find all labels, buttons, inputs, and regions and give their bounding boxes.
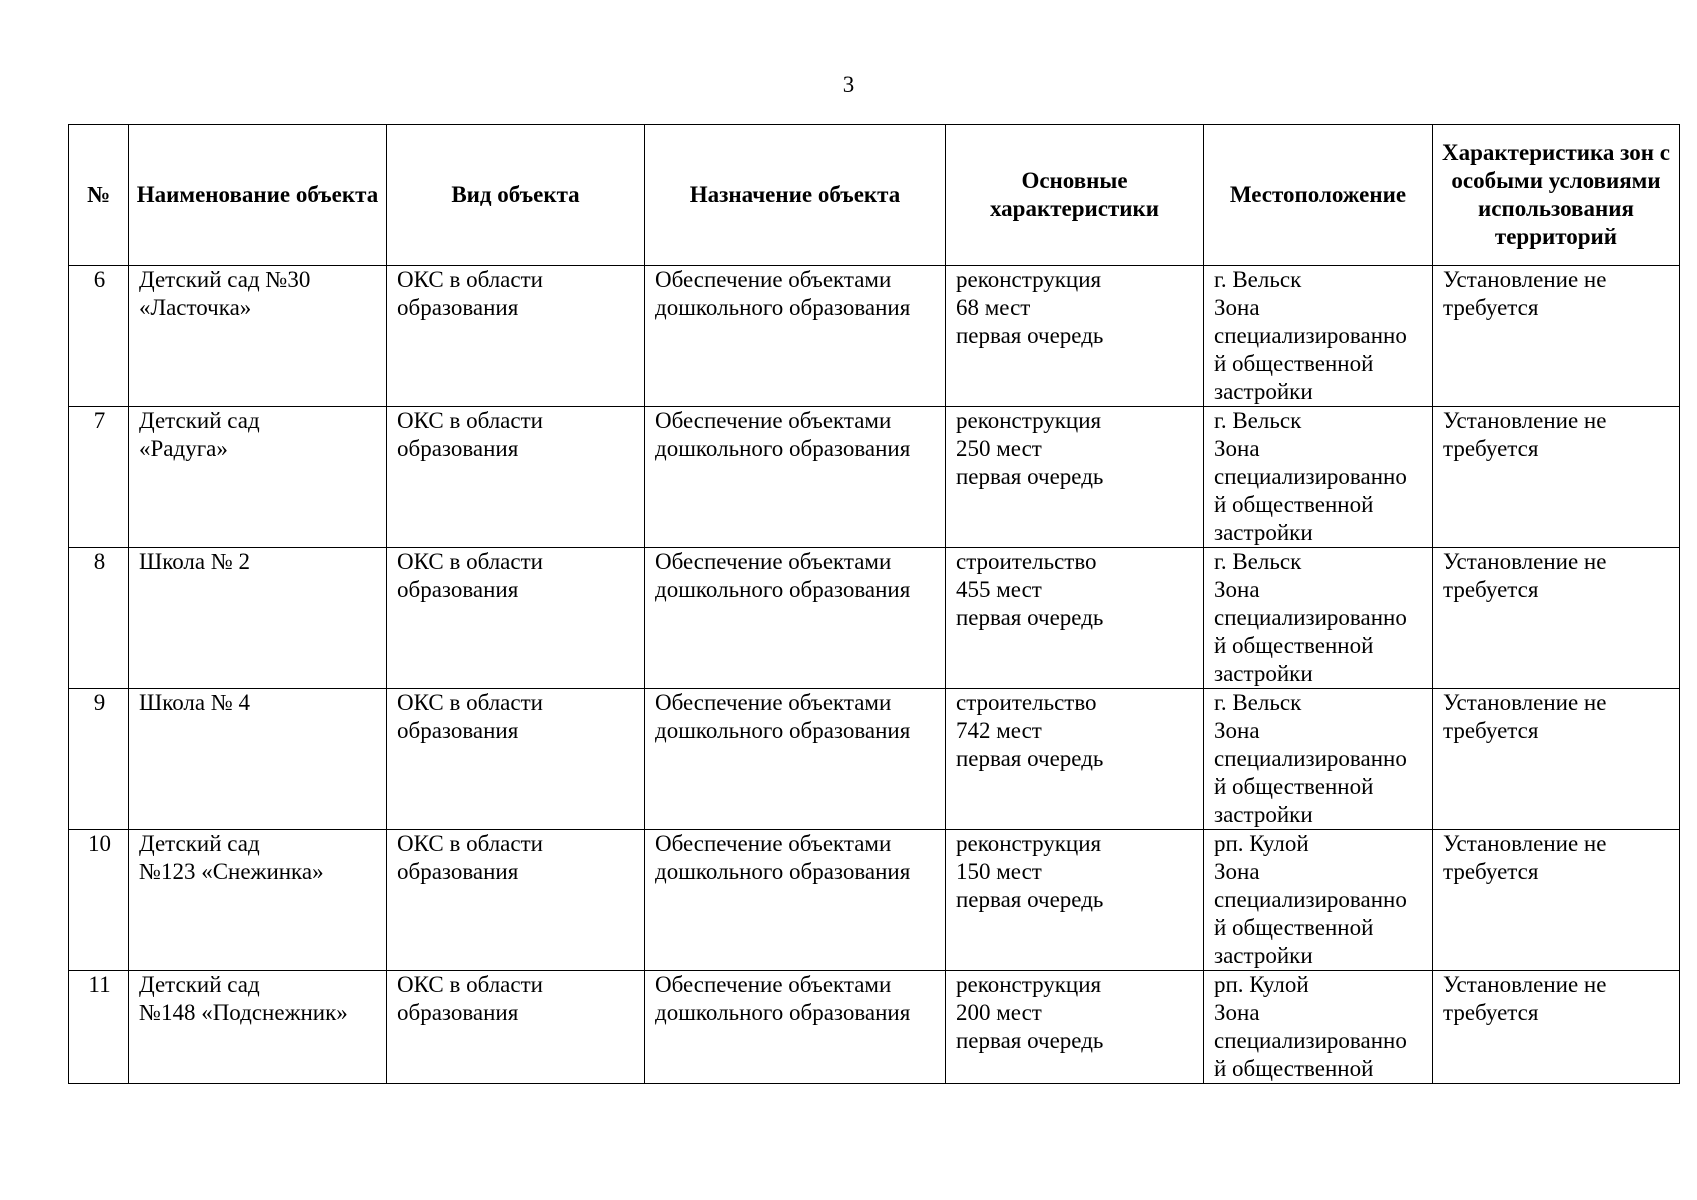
cell-location-line: застройки	[1214, 943, 1313, 968]
objects-table	[68, 124, 1680, 1084]
cell-zone-characteristics	[1433, 266, 1680, 407]
cell-main-characteristics-line: реконструкция	[956, 267, 1102, 292]
cell-object-type-line: ОКС в области	[397, 972, 543, 997]
cell-object-name-line: №123 «Снежинка»	[139, 859, 324, 884]
cell-location-line: г. Вельск	[1214, 267, 1302, 292]
cell-zone-characteristics-line: Установление не	[1443, 408, 1607, 433]
cell-object-purpose-line: Обеспечение объектами	[655, 690, 892, 715]
cell-location-line: й общественной	[1214, 633, 1374, 658]
cell-object-purpose-line: Обеспечение объектами	[655, 549, 892, 574]
cell-location-line: застройки	[1214, 520, 1313, 545]
cell-location-line: специализированно	[1214, 1028, 1407, 1053]
cell-main-characteristics-line: первая очередь	[956, 746, 1104, 771]
cell-object-type-line: ОКС в области	[397, 549, 543, 574]
cell-object-type	[387, 266, 645, 407]
cell-object-purpose-line: дошкольного образования	[655, 577, 911, 602]
cell-location-line: Зона	[1214, 718, 1260, 743]
cell-object-name	[129, 971, 387, 1084]
cell-location	[1204, 266, 1433, 407]
cell-location-line: специализированно	[1214, 323, 1407, 348]
cell-object-type-line: образования	[397, 436, 519, 461]
cell-object-purpose	[645, 407, 946, 548]
cell-location-line: застройки	[1214, 661, 1313, 686]
cell-object-type-line: образования	[397, 577, 519, 602]
cell-zone-characteristics-line: Установление не	[1443, 267, 1607, 292]
header-row	[69, 125, 1680, 266]
cell-object-name	[129, 830, 387, 971]
cell-location	[1204, 407, 1433, 548]
table-body	[69, 266, 1680, 1084]
cell-object-name	[129, 548, 387, 689]
cell-location	[1204, 971, 1433, 1084]
cell-location-line: Зона	[1214, 859, 1260, 884]
table-header	[69, 125, 1680, 266]
cell-object-purpose	[645, 266, 946, 407]
table-row	[69, 266, 1680, 407]
cell-main-characteristics-line: 250 мест	[956, 436, 1042, 461]
cell-zone-characteristics-line: Установление не	[1443, 690, 1607, 715]
cell-location	[1204, 830, 1433, 971]
cell-object-purpose-line: Обеспечение объектами	[655, 267, 892, 292]
table-row	[69, 689, 1680, 830]
header-object-purpose: Назначение объекта	[645, 125, 946, 266]
cell-object-purpose	[645, 689, 946, 830]
cell-zone-characteristics	[1433, 971, 1680, 1084]
cell-object-name	[129, 689, 387, 830]
cell-main-characteristics-line: первая очередь	[956, 1028, 1104, 1053]
cell-location-line: специализированно	[1214, 746, 1407, 771]
cell-zone-characteristics-line: требуется	[1443, 436, 1539, 461]
cell-object-purpose-line: Обеспечение объектами	[655, 408, 892, 433]
cell-object-type-line: образования	[397, 295, 519, 320]
cell-location-line: Зона	[1214, 295, 1260, 320]
cell-number: 9	[69, 689, 129, 830]
cell-location-line: Зона	[1214, 436, 1260, 461]
cell-object-purpose-line: дошкольного образования	[655, 718, 911, 743]
cell-main-characteristics	[946, 830, 1204, 971]
cell-location-line: специализированно	[1214, 887, 1407, 912]
cell-object-name-line: Детский сад	[139, 831, 260, 856]
cell-main-characteristics-line: 455 мест	[956, 577, 1042, 602]
cell-number: 6	[69, 266, 129, 407]
cell-main-characteristics-line: 200 мест	[956, 1000, 1042, 1025]
cell-location-line: й общественной	[1214, 351, 1374, 376]
cell-object-name-line: Детский сад	[139, 408, 260, 433]
cell-object-name-line: Детский сад	[139, 972, 260, 997]
cell-location-line: г. Вельск	[1214, 690, 1302, 715]
cell-main-characteristics-line: реконструкция	[956, 408, 1102, 433]
cell-location	[1204, 548, 1433, 689]
cell-object-type	[387, 407, 645, 548]
cell-object-name	[129, 407, 387, 548]
cell-zone-characteristics-line: требуется	[1443, 295, 1539, 320]
cell-location	[1204, 689, 1433, 830]
cell-object-type	[387, 548, 645, 689]
table-row	[69, 830, 1680, 971]
cell-object-type	[387, 830, 645, 971]
cell-number: 7	[69, 407, 129, 548]
cell-location-line: й общественной	[1214, 492, 1374, 517]
cell-zone-characteristics-line: требуется	[1443, 859, 1539, 884]
cell-object-purpose-line: дошкольного образования	[655, 295, 911, 320]
cell-object-type-line: образования	[397, 718, 519, 743]
cell-object-name	[129, 266, 387, 407]
cell-location-line: специализированно	[1214, 605, 1407, 630]
cell-object-purpose	[645, 830, 946, 971]
header-object-name: Наименование объекта	[129, 125, 387, 266]
cell-number: 10	[69, 830, 129, 971]
cell-location-line: застройки	[1214, 379, 1313, 404]
cell-main-characteristics-line: первая очередь	[956, 464, 1104, 489]
cell-object-name-line: «Ласточка»	[139, 295, 252, 320]
cell-zone-characteristics	[1433, 548, 1680, 689]
cell-zone-characteristics-line: Установление не	[1443, 831, 1607, 856]
cell-object-type-line: образования	[397, 1000, 519, 1025]
cell-main-characteristics-line: первая очередь	[956, 323, 1104, 348]
cell-object-purpose	[645, 548, 946, 689]
cell-main-characteristics	[946, 971, 1204, 1084]
cell-number: 8	[69, 548, 129, 689]
cell-main-characteristics-line: 742 мест	[956, 718, 1042, 743]
cell-zone-characteristics	[1433, 407, 1680, 548]
cell-zone-characteristics	[1433, 830, 1680, 971]
cell-main-characteristics-line: реконструкция	[956, 831, 1102, 856]
cell-location-line: г. Вельск	[1214, 408, 1302, 433]
header-number: №	[69, 125, 129, 266]
table-row	[69, 971, 1680, 1084]
cell-main-characteristics-line: первая очередь	[956, 887, 1104, 912]
header-zone-characteristics: Характеристика зон с особыми условиями использования территорий	[1433, 125, 1680, 266]
cell-zone-characteristics	[1433, 689, 1680, 830]
page-number: 3	[842, 72, 855, 97]
cell-location-line: Зона	[1214, 577, 1260, 602]
cell-main-characteristics-line: строительство	[956, 549, 1097, 574]
cell-main-characteristics	[946, 548, 1204, 689]
cell-location-line: г. Вельск	[1214, 549, 1302, 574]
cell-object-name-line: «Радуга»	[139, 436, 228, 461]
cell-main-characteristics	[946, 407, 1204, 548]
cell-location-line: й общественной	[1214, 915, 1374, 940]
cell-object-name-line: Школа № 4	[139, 690, 251, 715]
cell-main-characteristics	[946, 689, 1204, 830]
cell-object-purpose-line: Обеспечение объектами	[655, 972, 892, 997]
cell-main-characteristics-line: строительство	[956, 690, 1097, 715]
cell-main-characteristics-line: первая очередь	[956, 605, 1104, 630]
cell-object-type-line: ОКС в области	[397, 267, 543, 292]
cell-object-type-line: образования	[397, 859, 519, 884]
table-row	[69, 407, 1680, 548]
cell-location-line: Зона	[1214, 1000, 1260, 1025]
cell-object-type	[387, 971, 645, 1084]
cell-location-line: рп. Кулой	[1214, 831, 1309, 856]
cell-object-purpose-line: дошкольного образования	[655, 436, 911, 461]
cell-zone-characteristics-line: Установление не	[1443, 972, 1607, 997]
cell-main-characteristics-line: 68 мест	[956, 295, 1031, 320]
cell-zone-characteristics-line: Установление не	[1443, 549, 1607, 574]
cell-zone-characteristics-line: требуется	[1443, 1000, 1539, 1025]
cell-location-line: застройки	[1214, 802, 1313, 827]
cell-object-purpose-line: Обеспечение объектами	[655, 831, 892, 856]
cell-location-line: специализированно	[1214, 464, 1407, 489]
cell-location-line: й общественной	[1214, 774, 1374, 799]
cell-location-line: рп. Кулой	[1214, 972, 1309, 997]
cell-object-purpose	[645, 971, 946, 1084]
cell-location-line: й общественной	[1214, 1056, 1374, 1081]
cell-object-purpose-line: дошкольного образования	[655, 859, 911, 884]
cell-main-characteristics	[946, 266, 1204, 407]
cell-object-name-line: №148 «Подснежник»	[139, 1000, 348, 1025]
cell-main-characteristics-line: 150 мест	[956, 859, 1042, 884]
header-object-type: Вид объекта	[387, 125, 645, 266]
cell-object-type-line: ОКС в области	[397, 408, 543, 433]
header-main-characteristics: Основные характеристики	[946, 125, 1204, 266]
cell-object-name-line: Детский сад №30	[139, 267, 311, 292]
cell-object-purpose-line: дошкольного образования	[655, 1000, 911, 1025]
cell-zone-characteristics-line: требуется	[1443, 718, 1539, 743]
cell-object-type-line: ОКС в области	[397, 690, 543, 715]
cell-main-characteristics-line: реконструкция	[956, 972, 1102, 997]
cell-object-type	[387, 689, 645, 830]
cell-number: 11	[69, 971, 129, 1084]
cell-object-type-line: ОКС в области	[397, 831, 543, 856]
table-row	[69, 548, 1680, 689]
cell-object-name-line: Школа № 2	[139, 549, 251, 574]
header-location: Местоположение	[1204, 125, 1433, 266]
cell-zone-characteristics-line: требуется	[1443, 577, 1539, 602]
